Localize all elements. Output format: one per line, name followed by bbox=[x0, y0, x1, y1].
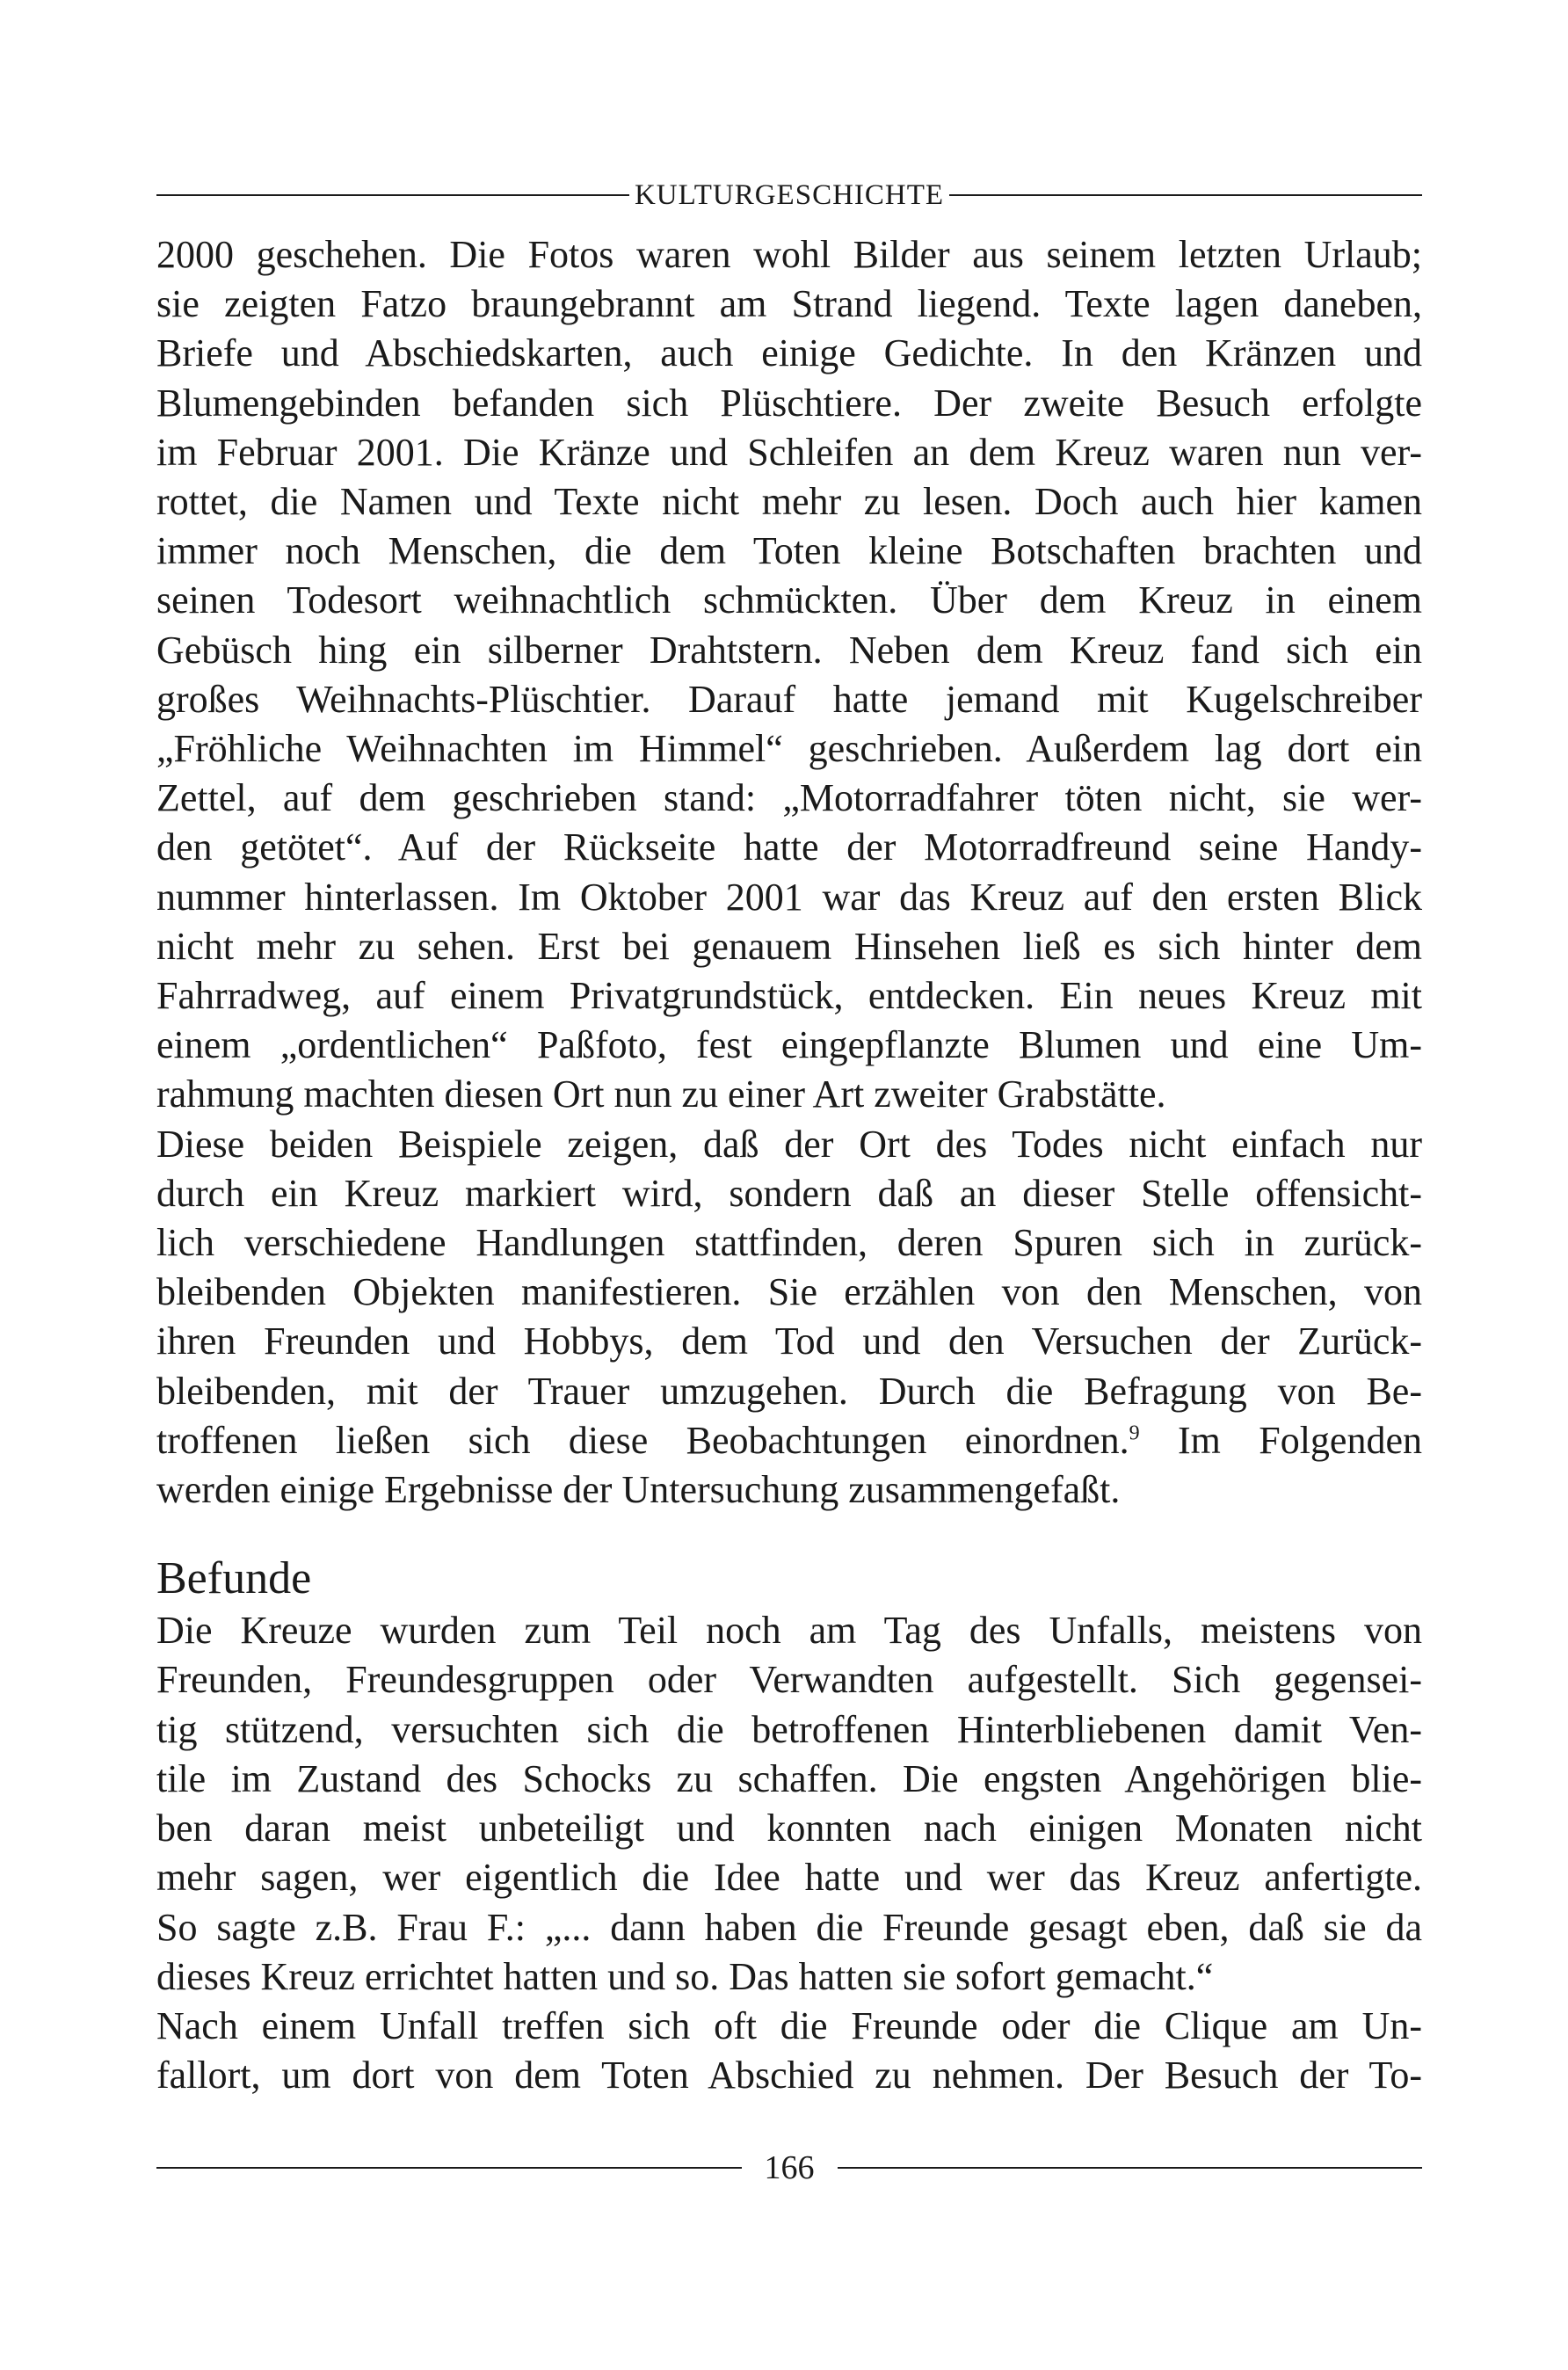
text-line: werden einige Ergebnisse der Untersuchung zusammengefaßt. bbox=[156, 1468, 1121, 1512]
text-line: Gebüsch hing ein silberner Drahtstern. Neben dem Kreuz fand sich ein bbox=[156, 628, 1422, 672]
text-line: immer noch Menschen, die dem Toten kleine Botschaften brachten und bbox=[156, 529, 1422, 573]
text-line: einem „ordentlichen“ Paßfoto, fest eingepflanzte Blumen und eine Um- bbox=[156, 1023, 1422, 1067]
text-line: fallort, um dort von dem Toten Abschied zu nehmen. Der Besuch der To- bbox=[156, 2054, 1422, 2097]
text-line: Nach einem Unfall treffen sich oft die Freunde oder die Clique am Un- bbox=[156, 2003, 1422, 2047]
text-line-with-footnote bbox=[156, 1416, 1422, 1465]
text-line: Freunden, Freundesgruppen oder Verwandten aufgestellt. Sich gegensei- bbox=[156, 1658, 1422, 1702]
text-line: Blumengebinden befanden sich Plüschtiere. Der zweite Besuch erfolgte bbox=[156, 381, 1422, 425]
text-line: bleibenden Objekten manifestieren. Sie erzählen von den Menschen, von bbox=[156, 1270, 1422, 1314]
paragraph-1 bbox=[156, 230, 1422, 1120]
body-text bbox=[156, 230, 1422, 2100]
text-line: tile im Zustand des Schocks zu schaffen. Die engsten Angehörigen blie- bbox=[156, 1756, 1422, 1800]
text-line: Zettel, auf dem geschrieben stand: „Motorradfahrer töten nicht, sie wer- bbox=[156, 776, 1422, 820]
text-line: ihren Freunden und Hobbys, dem Tod und den Versuchen der Zurück- bbox=[156, 1319, 1422, 1363]
text-line: Fahrradweg, auf einem Privatgrundstück, entdecken. Ein neues Kreuz mit bbox=[156, 974, 1422, 1018]
text-line: sie zeigten Fatzo braungebrannt am Strand liegend. Texte lagen daneben, bbox=[156, 282, 1422, 326]
text-line: nummer hinterlassen. Im Oktober 2001 war das Kreuz auf den ersten Blick bbox=[156, 875, 1422, 919]
text-line: Diese beiden Beispiele zeigen, daß der Ort des Todes nicht einfach nur bbox=[156, 1122, 1422, 1166]
header-rule-left bbox=[156, 194, 629, 196]
text-line: lich verschiedene Handlungen stattfinden, deren Spuren sich in zurück- bbox=[156, 1221, 1422, 1265]
text-fragment: Im Folgenden bbox=[1139, 1418, 1422, 1462]
text-line: „Fröhliche Weihnachten im Himmel“ geschrieben. Außerdem lag dort ein bbox=[156, 727, 1422, 771]
text-line: ben daran meist unbeteiligt und konnten nach einigen Monaten nicht bbox=[156, 1807, 1422, 1850]
page-number: 166 bbox=[764, 2149, 815, 2186]
text-fragment: troffenen ließen sich diese Beobachtungen einordnen. bbox=[156, 1418, 1129, 1462]
text-line: 2000 geschehen. Die Fotos waren wohl Bilder aus seinem letzten Urlaub; bbox=[156, 233, 1422, 276]
text-line: großes Weihnachts-Plüschtier. Darauf hatte jemand mit Kugelschreiber bbox=[156, 677, 1422, 721]
running-header-title: KULTURGESCHICHTE bbox=[634, 178, 945, 211]
text-line: nicht mehr zu sehen. Erst bei genauem Hinsehen ließ es sich hinter dem bbox=[156, 924, 1422, 968]
text-line: den getötet“. Auf der Rückseite hatte der Motorradfreund seine Handy- bbox=[156, 825, 1422, 869]
paragraph-4 bbox=[156, 2002, 1422, 2100]
running-header bbox=[156, 172, 1422, 218]
text-line: So sagte z.B. Frau F.: „... dann haben die Freunde gesagt eben, daß sie da bbox=[156, 1905, 1422, 1949]
text-line: Briefe und Abschiedskarten, auch einige Gedichte. In den Kränzen und bbox=[156, 331, 1422, 375]
header-rule-right bbox=[949, 194, 1422, 196]
section-heading: Befunde bbox=[156, 1553, 312, 1604]
text-line: rottet, die Namen und Texte nicht mehr zu lesen. Doch auch hier kamen bbox=[156, 480, 1422, 524]
paragraph-3 bbox=[156, 1606, 1422, 2002]
text-line: dieses Kreuz errichtet hatten und so. Das hatten sie sofort gemacht.“ bbox=[156, 1954, 1214, 1998]
text-line: durch ein Kreuz markiert wird, sondern daß an dieser Stelle offensicht- bbox=[156, 1171, 1422, 1215]
text-line: tig stützend, versuchten sich die betroffenen Hinterbliebenen damit Ven- bbox=[156, 1707, 1422, 1751]
page-footer bbox=[156, 2145, 1422, 2191]
text-line: im Februar 2001. Die Kränze und Schleifen an dem Kreuz waren nun ver- bbox=[156, 430, 1422, 474]
text-line: bleibenden, mit der Trauer umzugehen. Durch die Befragung von Be- bbox=[156, 1369, 1422, 1413]
text-line: mehr sagen, wer eigentlich die Idee hatte und wer das Kreuz anfertigte. bbox=[156, 1856, 1422, 1900]
text-line: seinen Todesort weihnachtlich schmückten. Über dem Kreuz in einem bbox=[156, 578, 1422, 622]
paragraph-2 bbox=[156, 1120, 1422, 1516]
text-line: rahmung machten diesen Ort nun zu einer Art zweiter Grabstätte. bbox=[156, 1072, 1166, 1116]
footer-rule-right bbox=[838, 2167, 1423, 2169]
text-line: Die Kreuze wurden zum Teil noch am Tag des Unfalls, meistens von bbox=[156, 1609, 1422, 1653]
footnote-reference[interactable]: 9 bbox=[1129, 1421, 1140, 1445]
footer-rule-left bbox=[156, 2167, 742, 2169]
